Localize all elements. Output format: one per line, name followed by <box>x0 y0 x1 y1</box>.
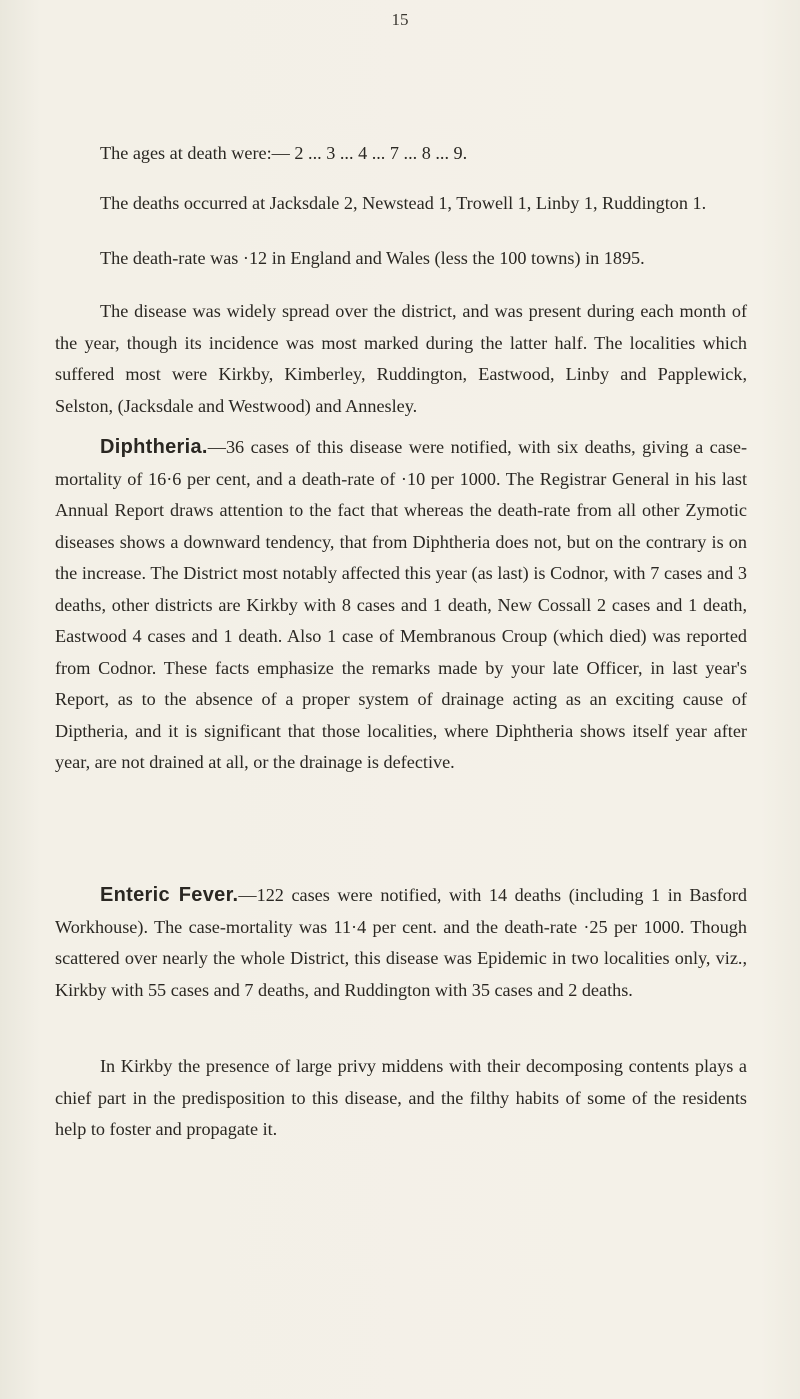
enteric-fever-paragraph <box>55 880 747 1006</box>
spread-paragraph: The disease was widely spread over the district, and was present during each month of the year, though its incidence was most marked during the latter half. The localities which suffered most were Kirkby, Kimberley, Ruddington, Eastwood, Linby and Papplewick, Selston, (Jacksdale and Westwood) and Annesley. <box>55 301 747 416</box>
page-number: 15 <box>391 10 409 29</box>
diphtheria-paragraph <box>55 432 747 779</box>
diphtheria-heading: Diphtheria. <box>100 436 208 458</box>
deaths-locations-paragraph: The deaths occurred at Jacksdale 2, Newstead 1, Trowell 1, Linby 1, Ruddington 1. <box>100 193 707 213</box>
enteric-fever-text: —122 cases were notified, with 14 deaths (including 1 in Basford Workhouse). The case-mortality was 11·4 per cent. and the death-rate ·25 per 1000. Though scattered over nearly the whole District, this disease was Epidemic in two localities only, viz., Kirkby with 55 cases and 7 deaths, and Ruddington with 35 cases and 2 deaths. <box>55 885 748 1000</box>
death-rate-paragraph: The death-rate was ·12 in England and Wales (less the 100 towns) in 1895. <box>100 248 645 268</box>
kirkby-paragraph: In Kirkby the presence of large privy middens with their decomposing contents plays a chief part in the predisposition to this disease, and the filthy habits of some of the residents help to foster and propagate it. <box>55 1056 747 1139</box>
ages-at-death-paragraph: The ages at death were:— 2 ... 3 ... 4 ... 7 ... 8 ... 9. <box>100 143 468 163</box>
enteric-fever-heading: Enteric Fever. <box>100 884 239 906</box>
diphtheria-text: —36 cases of this disease were notified, with six deaths, giving a case-mortality of 16·6 per cent, and a death-rate of ·10 per 1000. The Registrar General in his last Annual Report draws attention to the fact that whereas the death-rate from all other Zymotic diseases shows a downward tendency, that from Diphtheria does not, but on the contrary is on the increase. The District most notably affected this year (as last) is Codnor, with 7 cases and 3 deaths, other districts are Kirkby with 8 cases and 1 death, New Cossall 2 cases and 1 death, Eastwood 4 cases and 1 death. Also 1 case of Membranous Croup (which died) was reported from Codnor. These facts emphasize the remarks made by your late Officer, in last year's Report, as to the absence of a proper system of drainage acting as an exciting cause of Diptheria, and it is significant that those localities, where Diphtheria shows itself year after year, are not drained at all, or the drainage is defective. <box>55 437 747 772</box>
